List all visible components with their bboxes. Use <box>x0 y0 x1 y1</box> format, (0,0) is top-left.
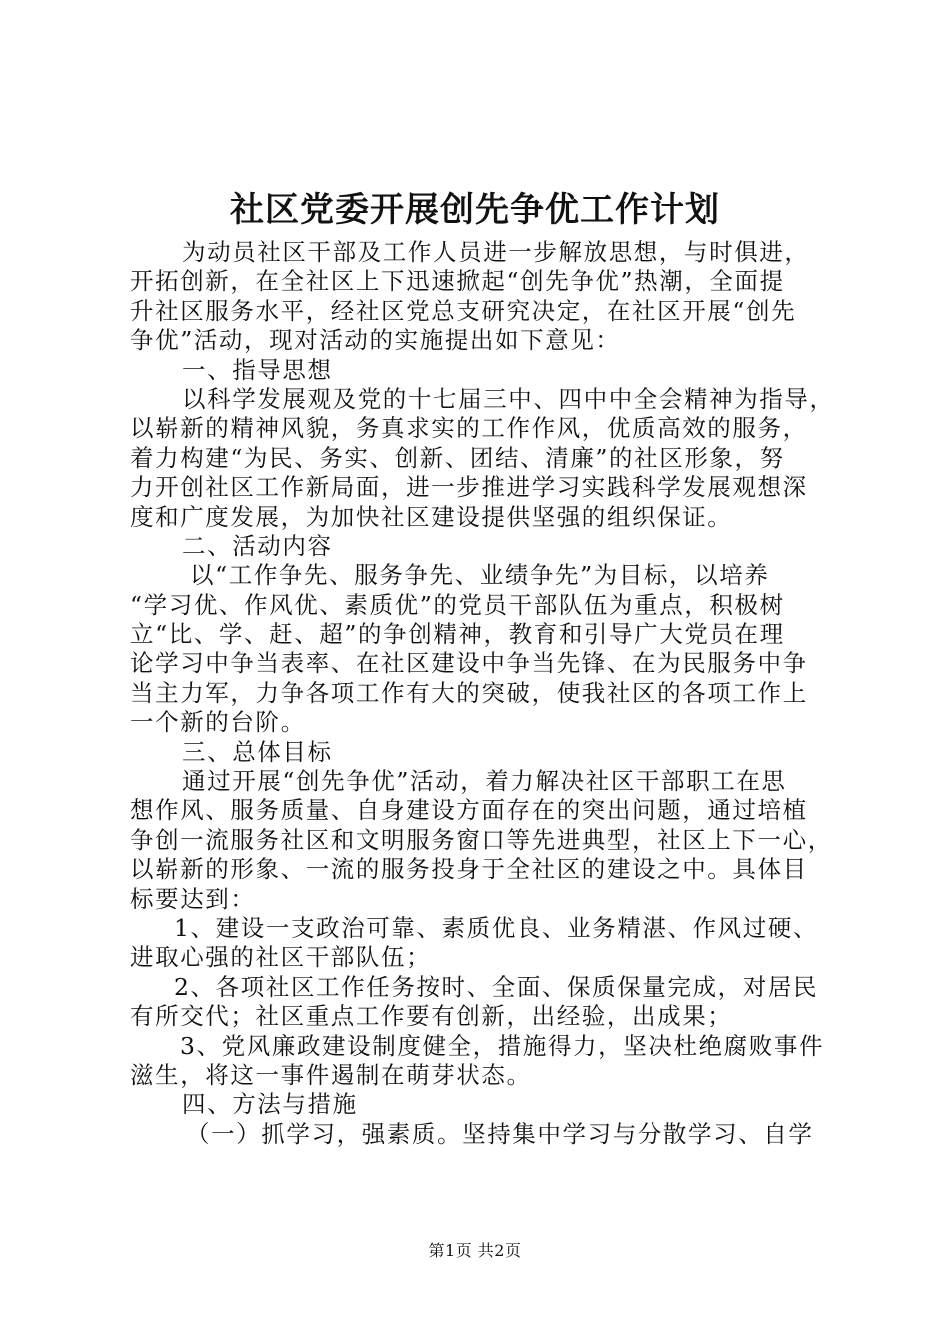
text-line: 进取心强的社区干部队伍； <box>130 943 432 972</box>
text-line: 一个新的台阶。 <box>130 708 306 737</box>
text-line: 想作风、服务质量、自身建设方面存在的突出问题，通过培植 <box>130 796 808 825</box>
text-line: （一）抓学习，强素质。坚持集中学习与分散学习、自学 <box>186 1119 814 1148</box>
section-heading: 一、指导思想 <box>182 355 333 384</box>
text-line: 升社区服务水平，经社区党总支研究决定，在社区开展“创先 <box>130 296 797 325</box>
text-line: 争创一流服务社区和文明服务窗口等先进典型，社区上下一心， <box>130 825 833 854</box>
section-heading: 四、方法与措施 <box>182 1090 358 1119</box>
text-line: 力开创社区工作新局面，进一步推进学习实践科学发展观想深 <box>130 473 808 502</box>
section-heading: 二、活动内容 <box>182 531 333 560</box>
section-heading: 三、总体目标 <box>182 737 333 766</box>
text-line: 着力构建“为民、务实、创新、团结、清廉”的社区形象，努 <box>130 443 785 472</box>
text-line: 争优”活动，现对活动的实施提出如下意见： <box>130 326 621 355</box>
document-body <box>130 238 835 1149</box>
text-line: 标要达到： <box>130 884 256 913</box>
text-line: 以科学发展观及党的十七届三中、四中中全会精神为指导， <box>182 384 835 413</box>
text-line: 有所交代；社区重点工作要有创新，出经验，出成果； <box>130 1002 733 1031</box>
list-item: 1、建设一支政治可靠、素质优良、业务精湛、作风过硬、 <box>174 913 819 942</box>
text-line: 以崭新的精神风貌，务真求实的工作作风，优质高效的服务， <box>130 414 808 443</box>
text-line: 度和广度发展，为加快社区建设提供坚强的组织保证。 <box>130 502 733 531</box>
text-line: 滋生，将这一事件遏制在萌芽状态。 <box>130 1060 532 1089</box>
list-item: 3、党风廉政建设制度健全，措施得力，坚决杜绝腐败事件 <box>180 1031 825 1060</box>
text-line: 通过开展“创先争优”活动，着力解决社区干部职工在思 <box>182 767 787 796</box>
text-line: “学习优、作风优、素质优”的党员干部队伍为重点，积极树 <box>130 590 785 619</box>
text-line: 以“工作争先、服务争先、业绩争先”为目标，以培养 <box>190 561 770 590</box>
text-line: 论学习中争当表率、在社区建设中争当先锋、在为民服务中争 <box>130 649 808 678</box>
page-footer: 第1页 共2页 <box>428 1241 522 1260</box>
text-line: 为动员社区干部及工作人员进一步解放思想，与时俱进， <box>182 238 810 266</box>
list-item: 2、各项社区工作任务按时、全面、保质保量完成，对居民 <box>174 972 819 1001</box>
text-line: 开拓创新，在全社区上下迅速掀起“创先争优”热潮，全面提 <box>130 267 785 296</box>
document-title: 社区党委开展创先争优工作计划 <box>230 190 720 230</box>
text-line: 当主力军，力争各项工作有大的突破，使我社区的各项工作上 <box>130 678 808 707</box>
text-line: 以崭新的形象、一流的服务投身于全社区的建设之中。具体目 <box>130 855 808 884</box>
text-line: 立“比、学、赶、超”的争创精神，教育和引导广大党员在理 <box>130 620 785 649</box>
